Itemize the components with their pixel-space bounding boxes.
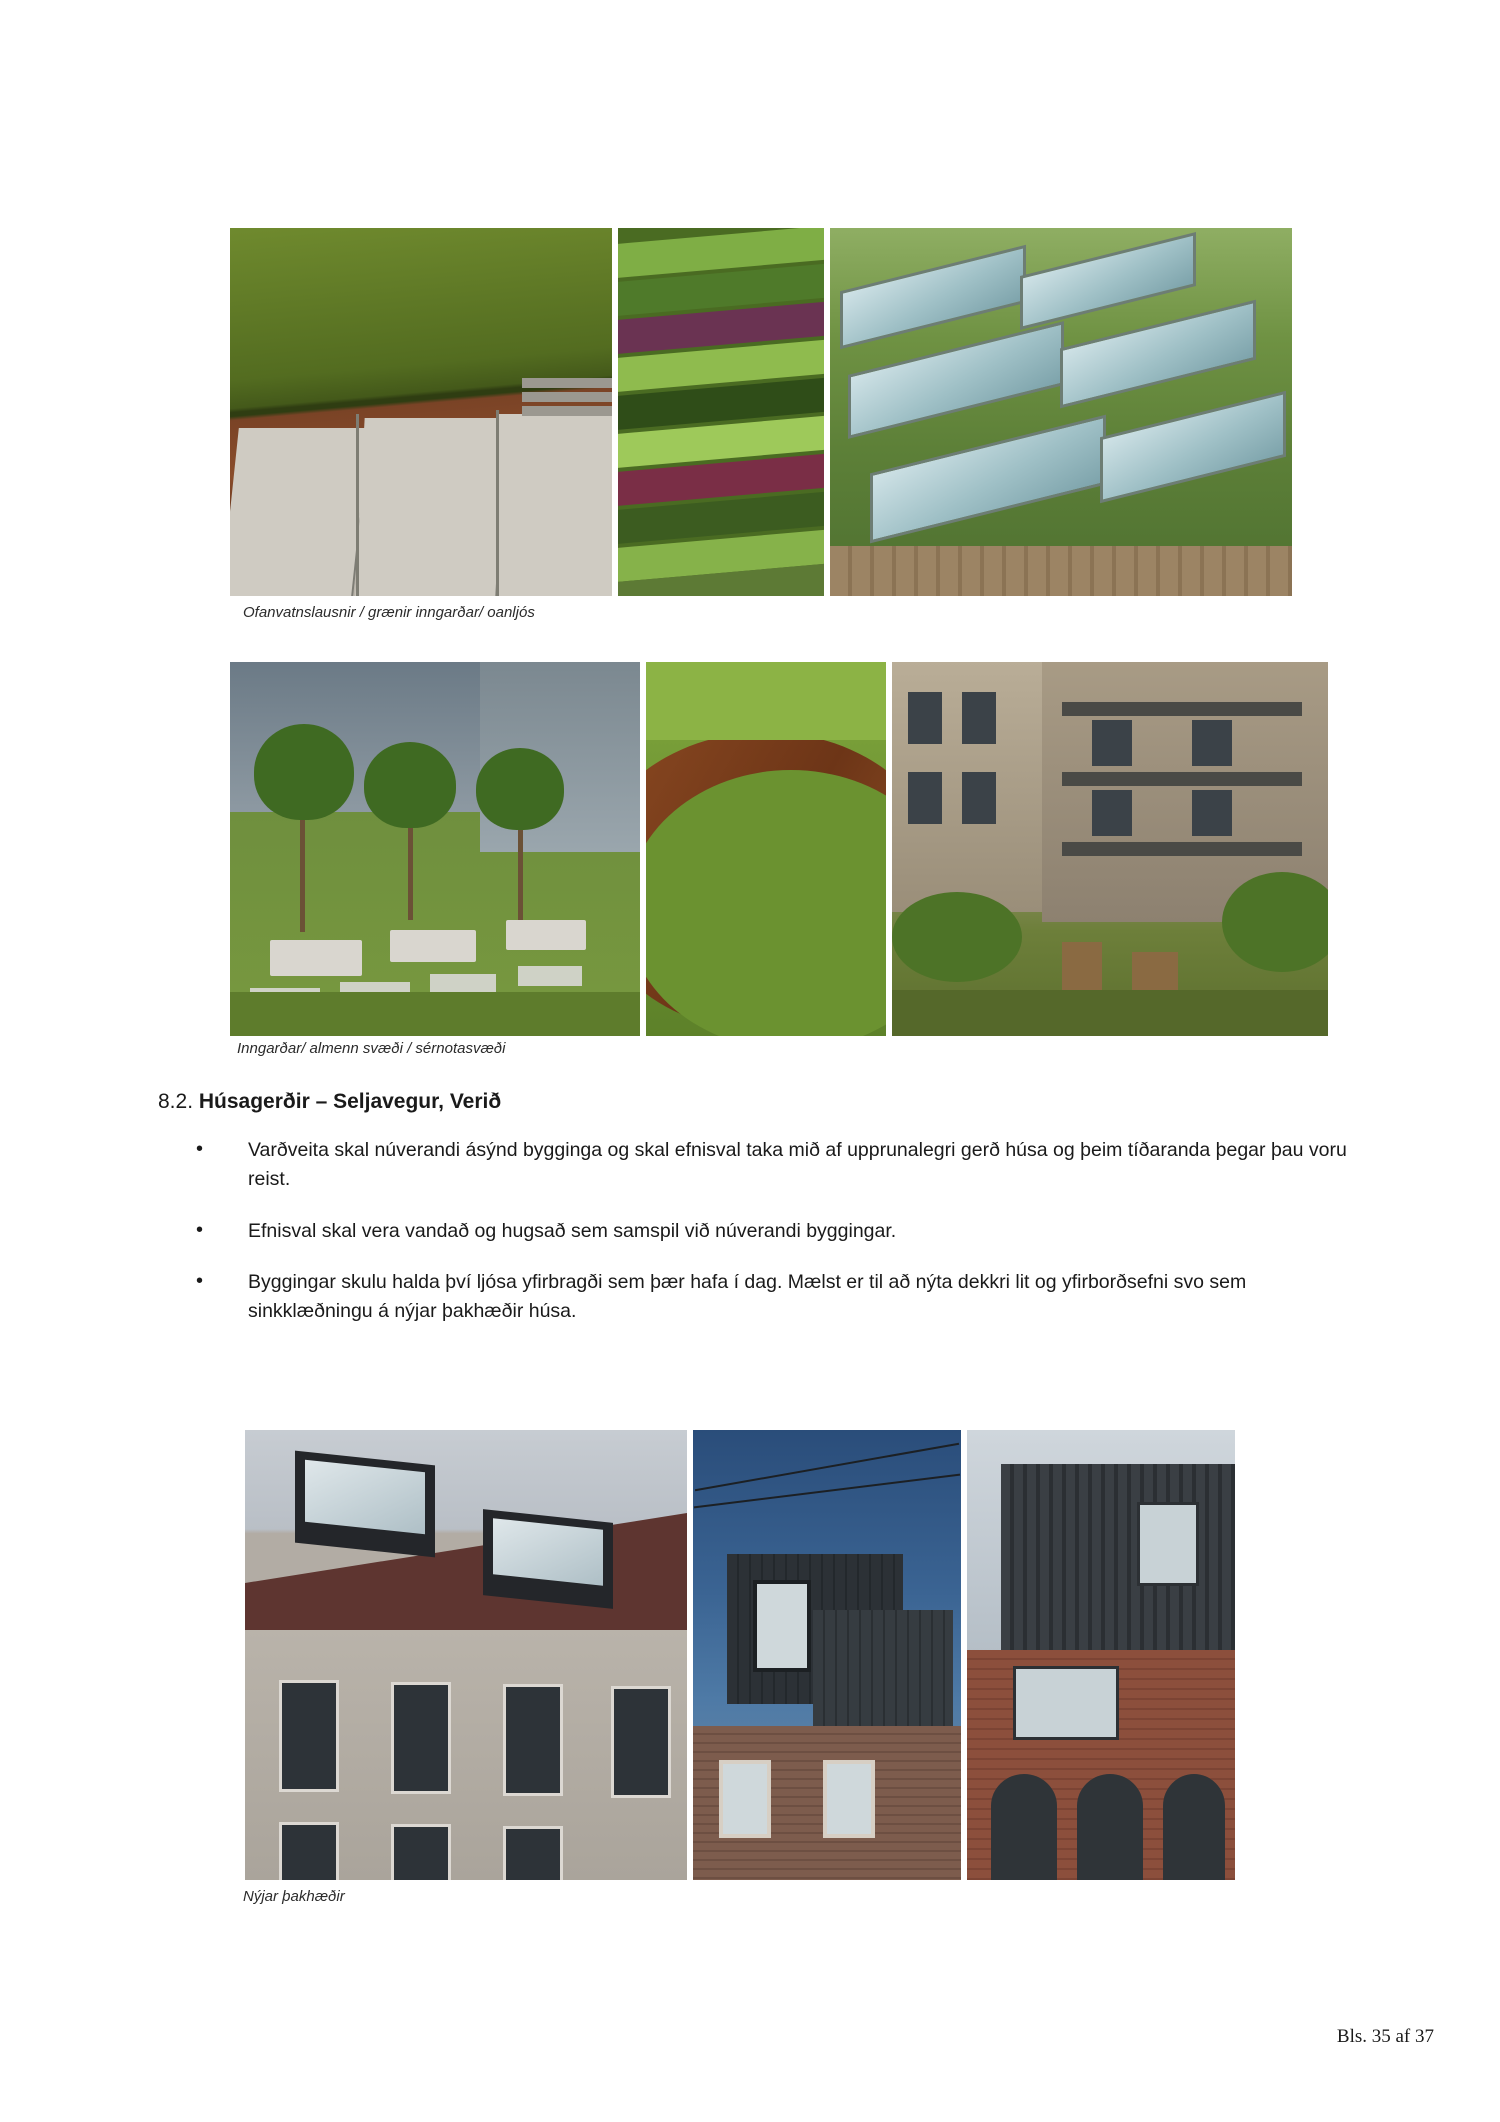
list-item: • Varðveita skal núverandi ásýnd bygginga og skal efnisval taka mið af upprunalegri gerð húsa og þeim tíðaranda þegar þau voru reist.: [196, 1136, 1356, 1195]
page-footer: Bls. 35 af 37: [1336, 2026, 1434, 2047]
photo-courtyard-trees-benches-people: [230, 662, 640, 1036]
section-heading: [158, 1090, 501, 1114]
list-item: • Efnisval skal vera vandað og hugsað sem samspil við núverandi byggingar.: [196, 1217, 1356, 1246]
section-title: Húsagerðir – Seljavegur, Verið: [198, 1090, 502, 1113]
figure-caption-1: Ofanvatnslausnir / grænir inngarðar/ oanljós: [243, 604, 535, 621]
photo-backyard-garden-old-buildings: [892, 662, 1328, 1036]
photo-green-roof-skylights: [830, 228, 1292, 596]
photo-dark-zinc-roof-extension: [693, 1430, 961, 1880]
figure-row-1: [230, 228, 1292, 596]
bullet-list: [196, 1136, 1356, 1348]
list-item: • Byggingar skulu halda því ljósa yfirbragði sem þær hafa í dag. Mælst er til að nýta dekkri lit og yfirborðsefni svo sem sinkklæðningu á nýjar þakhæðir húsa.: [196, 1268, 1356, 1327]
figure-row-2: [230, 662, 1328, 1036]
photo-vegetable-garden-rows: [618, 228, 824, 596]
photo-corrugated-dark-roof-on-brick: [967, 1430, 1235, 1880]
photo-grass-bank-corten-wall-concrete-path: [230, 228, 612, 596]
figure-caption-2: Inngarðar/ almenn svæði / sérnotasvæði: [237, 1040, 506, 1057]
section-number: 8.2.: [158, 1090, 194, 1113]
figure-caption-3: Nýjar þakhæðir: [243, 1888, 345, 1905]
figure-row-3: [245, 1430, 1235, 1880]
photo-lawn-corten-curved-edge: [646, 662, 886, 1036]
photo-concrete-facade-dormer-skylights: [245, 1430, 687, 1880]
